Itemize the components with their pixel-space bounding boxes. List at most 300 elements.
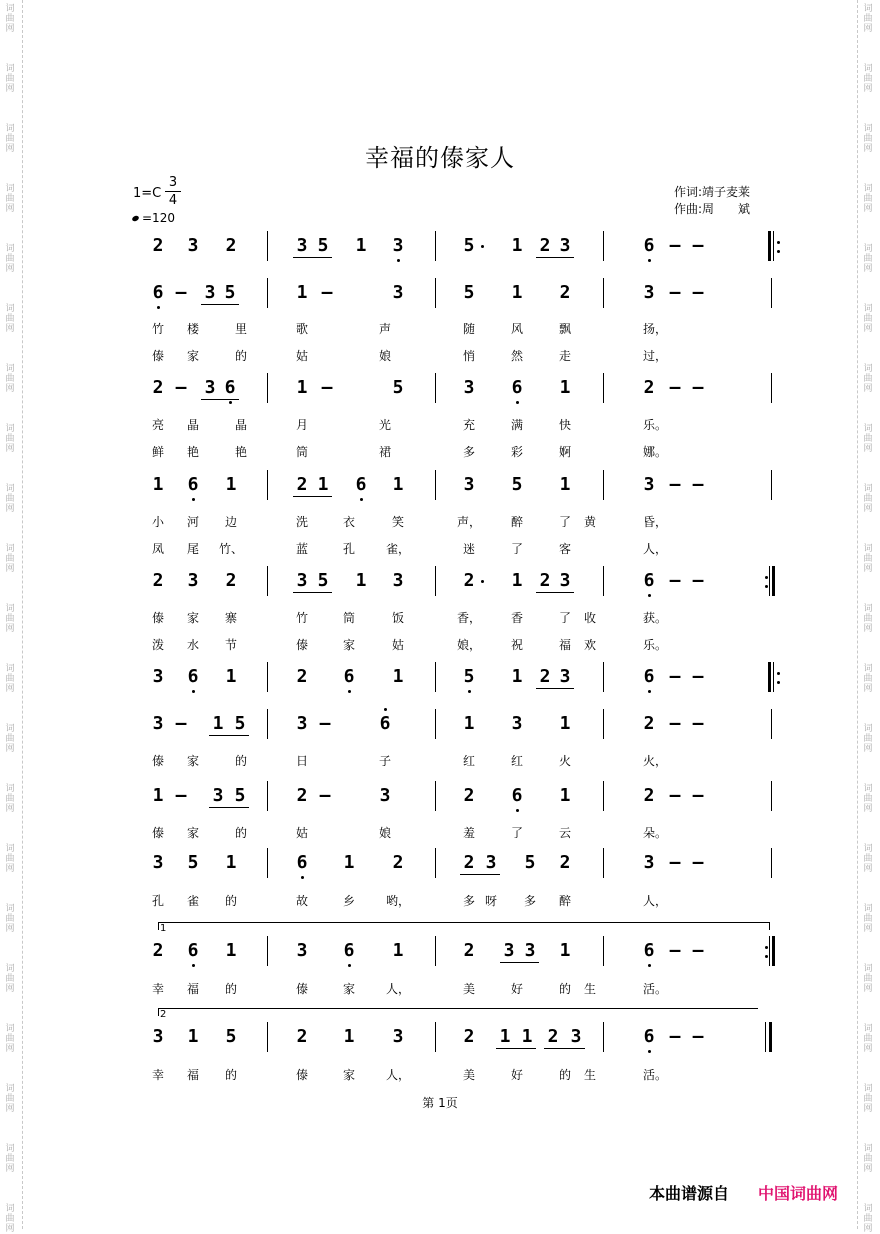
lyric-word: 里 [234, 322, 247, 336]
lyric-word: 家 [186, 349, 199, 363]
lyric-word: 傣 [151, 754, 164, 768]
repeat-barline [768, 231, 771, 261]
octave-low-dot [157, 306, 160, 309]
sustain-dash: – [321, 377, 333, 398]
note: 1 [559, 713, 571, 734]
beam-underline [496, 1048, 536, 1049]
final-barline [765, 1022, 766, 1052]
barline [771, 848, 772, 878]
note: 2 [296, 474, 308, 495]
lyric-word: 衣 [342, 515, 355, 529]
barline [603, 662, 604, 692]
watermark-text: 词 曲 网 [5, 964, 15, 994]
octave-low-dot [397, 259, 400, 262]
barline [267, 936, 268, 966]
final-barline [769, 1022, 772, 1052]
repeat-barline [773, 231, 774, 261]
lyric-word: 水 [186, 638, 199, 652]
lyric-word: 蓝 [295, 542, 308, 556]
lyric-word: 云 [558, 826, 571, 840]
sustain-dash: – [692, 852, 704, 873]
lyric-word: 红 [510, 754, 523, 768]
note: 1 [559, 940, 571, 961]
lyric-word: 娘 [378, 349, 391, 363]
watermark-text: 词 曲 网 [5, 304, 15, 334]
beam-underline [544, 1048, 585, 1049]
note: 2 [547, 1026, 559, 1047]
barline [267, 848, 268, 878]
note: 3 [559, 235, 571, 256]
note: 6 [643, 570, 655, 591]
watermark-text: 词 曲 网 [5, 904, 15, 934]
lyric-word: 火， [642, 754, 667, 768]
note: 1 [343, 1026, 355, 1047]
repeat-dot [765, 585, 768, 588]
lyric-word: 傣 [151, 349, 164, 363]
sustain-dash: – [692, 713, 704, 734]
note: 2 [225, 235, 237, 256]
barline [603, 1022, 604, 1052]
lyric-word: 家 [186, 826, 199, 840]
score-row [0, 470, 880, 500]
note: 1 [392, 666, 404, 687]
watermark-text: 词 曲 网 [863, 184, 873, 214]
watermark-text: 词 曲 网 [863, 4, 873, 34]
sustain-dash: – [692, 377, 704, 398]
lyric-word: 家 [186, 611, 199, 625]
octave-low-dot [192, 964, 195, 967]
watermark-text: 词 曲 网 [5, 844, 15, 874]
lyric-word: 笑 [391, 515, 404, 529]
note: 1 [152, 474, 164, 495]
sustain-dash: – [669, 474, 681, 495]
quarter-note-icon [131, 215, 139, 222]
note: 6 [379, 713, 391, 734]
lyric-word: 醉 [510, 515, 523, 529]
lyric-word: 孔 [151, 894, 164, 908]
octave-low-dot [648, 964, 651, 967]
sustain-dash: – [175, 713, 187, 734]
note: 3 [643, 852, 655, 873]
barline [603, 278, 604, 308]
lyric-word: 收 [583, 611, 596, 625]
note: 3 [559, 570, 571, 591]
lyric-word: 福 [186, 982, 199, 996]
note: 3 [392, 1026, 404, 1047]
score-row [0, 566, 880, 596]
repeat-barline [768, 662, 771, 692]
lyric-word: 的 [558, 1068, 571, 1082]
note: 2 [463, 852, 475, 873]
octave-low-dot [516, 401, 519, 404]
note: 3 [392, 282, 404, 303]
watermark-text: 词 曲 网 [863, 124, 873, 154]
lyric-word: 竹 [295, 611, 308, 625]
note: 3 [503, 940, 515, 961]
barline [267, 662, 268, 692]
lyric-word: 羞 [462, 826, 475, 840]
note: 3 [296, 570, 308, 591]
watermark-text: 词 曲 网 [5, 1084, 15, 1114]
note: 1 [225, 666, 237, 687]
watermark-text: 词 曲 网 [863, 364, 873, 394]
lyric-word: 晶 [186, 418, 199, 432]
barline [435, 1022, 436, 1052]
octave-low-dot [360, 498, 363, 501]
note: 1 [296, 282, 308, 303]
lyric-word: 好 [510, 982, 523, 996]
lyric-word: 傣 [295, 638, 308, 652]
lyric-word: 娘， [456, 638, 481, 652]
lyric-word: 人， [385, 982, 410, 996]
note: 2 [643, 785, 655, 806]
watermark-text: 词 曲 网 [5, 4, 15, 34]
sustain-dash: – [669, 1026, 681, 1047]
beam-underline [536, 257, 574, 258]
note: 1 [343, 852, 355, 873]
watermark-text: 词 曲 网 [5, 664, 15, 694]
lyric-word: 多 [462, 445, 475, 459]
note: 6 [343, 666, 355, 687]
lyric-word: 香， [456, 611, 481, 625]
note: 1 [187, 1026, 199, 1047]
beam-underline [201, 399, 239, 400]
lyric-word: 雀 [186, 894, 199, 908]
sustain-dash: – [175, 785, 187, 806]
sustain-dash: – [692, 570, 704, 591]
watermark-text: 词 曲 网 [863, 784, 873, 814]
lyric-word: 扬， [642, 322, 667, 336]
lyric-word: 美 [462, 1068, 475, 1082]
beam-underline [293, 496, 332, 497]
lyric-word: 家 [342, 982, 355, 996]
note: 5 [225, 1026, 237, 1047]
lyric-word: 福 [558, 638, 571, 652]
lyric-word: 傣 [295, 1068, 308, 1082]
lyric-word: 家 [342, 638, 355, 652]
lyric-word: 飘 [558, 322, 571, 336]
note: 5 [524, 852, 536, 873]
note: 2 [296, 1026, 308, 1047]
lyric-word: 家 [186, 754, 199, 768]
lyric-line [0, 609, 880, 639]
barline [771, 781, 772, 811]
score-row [0, 231, 880, 261]
note: 6 [187, 940, 199, 961]
lyric-word: 节 [224, 638, 237, 652]
note: 3 [296, 713, 308, 734]
lyric-word: 呀 [484, 894, 497, 908]
watermark-text: 词 曲 网 [5, 424, 15, 454]
lyric-word: 饭 [391, 611, 404, 625]
lyric-word: 生 [583, 1068, 596, 1082]
repeat-barline [769, 566, 770, 596]
note: 1 [559, 377, 571, 398]
lyric-word: 声， [456, 515, 481, 529]
note: 3 [485, 852, 497, 873]
note: 3 [559, 666, 571, 687]
lyric-word: 小 [151, 515, 164, 529]
note: 5 [463, 666, 475, 687]
barline [771, 709, 772, 739]
note: 3 [187, 235, 199, 256]
barline [603, 231, 604, 261]
lyric-line [0, 416, 880, 446]
sustain-dash: – [669, 235, 681, 256]
octave-low-dot [648, 690, 651, 693]
watermark-text: 词 曲 网 [863, 1084, 873, 1114]
repeat-dot [765, 576, 768, 579]
lyric-word: 声 [378, 322, 391, 336]
note: 2 [539, 666, 551, 687]
watermark-text: 词 曲 网 [863, 544, 873, 574]
lyric-word: 了 [558, 611, 571, 625]
lyric-word: 火 [558, 754, 571, 768]
lyric-word: 了 [558, 515, 571, 529]
score-row [0, 936, 880, 966]
score-row [0, 662, 880, 692]
barline [267, 781, 268, 811]
lyric-word: 过， [642, 349, 667, 363]
note: 6 [224, 377, 236, 398]
note: 3 [204, 282, 216, 303]
page-number: 第 1页 [422, 1096, 458, 1110]
octave-low-dot [648, 1050, 651, 1053]
note: 3 [152, 1026, 164, 1047]
repeat-barline [772, 566, 775, 596]
barline [435, 373, 436, 403]
watermark-text: 词 曲 网 [5, 124, 15, 154]
watermark-text: 词 曲 网 [863, 844, 873, 874]
note: 3 [212, 785, 224, 806]
note: 5 [392, 377, 404, 398]
note: 5 [463, 282, 475, 303]
note: 1 [392, 474, 404, 495]
note: 6 [643, 940, 655, 961]
barline [435, 848, 436, 878]
source-site-link[interactable]: 中国词曲网 [758, 1184, 839, 1203]
sustain-dash: – [175, 377, 187, 398]
lyric-word: 姑 [295, 349, 308, 363]
volta-tick [769, 922, 770, 930]
sustain-dash: – [669, 940, 681, 961]
barline [267, 278, 268, 308]
lyric-line [0, 752, 880, 782]
repeat-dot [777, 250, 780, 253]
watermark-text: 词 曲 网 [863, 244, 873, 274]
lyric-word: 走 [558, 349, 571, 363]
watermark-text: 词 曲 网 [863, 1144, 873, 1174]
lyric-line [0, 892, 880, 922]
score-row [0, 373, 880, 403]
note: 2 [152, 940, 164, 961]
note: 3 [392, 570, 404, 591]
lyric-word: 尾 [186, 542, 199, 556]
lyric-line [0, 443, 880, 473]
note: 3 [379, 785, 391, 806]
sustain-dash: – [692, 282, 704, 303]
barline [435, 278, 436, 308]
note: 1 [559, 474, 571, 495]
watermark-text: 词 曲 网 [5, 1024, 15, 1054]
lyric-word: 裙 [378, 445, 391, 459]
octave-low-dot [648, 259, 651, 262]
repeat-dot [765, 955, 768, 958]
lyric-word: 傣 [151, 611, 164, 625]
lyric-line [0, 320, 880, 350]
octave-high-dot [384, 708, 387, 711]
octave-low-dot [648, 594, 651, 597]
lyric-word: 了 [510, 826, 523, 840]
lyricist-credit: 作词:靖子麦莱 [674, 185, 751, 199]
lyric-word: 了 [510, 542, 523, 556]
watermark-text: 词 曲 网 [5, 64, 15, 94]
note: 2 [643, 713, 655, 734]
watermark-text: 词 曲 网 [863, 904, 873, 934]
note: 1 [296, 377, 308, 398]
lyric-word: 人， [642, 542, 667, 556]
note: 3 [524, 940, 536, 961]
tempo-value: =120 [142, 211, 175, 225]
lyric-line [0, 980, 880, 1010]
beam-underline [293, 257, 332, 258]
lyric-word: 日 [295, 754, 308, 768]
watermark-text: 词 曲 网 [5, 184, 15, 214]
score-row [0, 709, 880, 739]
note: 1 [511, 235, 523, 256]
watermark-text: 词 曲 网 [5, 544, 15, 574]
lyric-word: 洗 [295, 515, 308, 529]
barline [267, 1022, 268, 1052]
octave-low-dot [192, 690, 195, 693]
barline [603, 936, 604, 966]
lyric-word: 客 [558, 542, 571, 556]
lyric-word: 生 [583, 982, 596, 996]
note: 6 [296, 852, 308, 873]
note: 2 [643, 377, 655, 398]
barline [435, 936, 436, 966]
watermark-text: 词 曲 网 [5, 244, 15, 274]
volta-bracket [158, 922, 770, 923]
watermark-text: 词 曲 网 [863, 424, 873, 454]
watermark-text: 词 曲 网 [5, 484, 15, 514]
lyric-word: 幸 [151, 982, 164, 996]
lyric-word: 乡 [342, 894, 355, 908]
lyric-word: 人， [385, 1068, 410, 1082]
note: 2 [463, 570, 475, 591]
lyric-word: 活。 [642, 982, 667, 996]
beam-underline [536, 592, 574, 593]
lyric-word: 家 [342, 1068, 355, 1082]
time-signature-denominator: 4 [168, 193, 178, 208]
note: 2 [463, 1026, 475, 1047]
lyric-word: 迷 [462, 542, 475, 556]
barline [267, 470, 268, 500]
sustain-dash: – [319, 785, 331, 806]
note: 6 [643, 666, 655, 687]
repeat-barline [773, 662, 774, 692]
note: 1 [355, 570, 367, 591]
lyric-word: 河 [186, 515, 199, 529]
sustain-dash: – [692, 1026, 704, 1047]
note: 1 [511, 666, 523, 687]
sustain-dash: – [669, 785, 681, 806]
note: 5 [317, 235, 329, 256]
lyric-word: 充 [462, 418, 475, 432]
barline [603, 373, 604, 403]
watermark-text: 词 曲 网 [5, 364, 15, 394]
note: 6 [343, 940, 355, 961]
lyric-word: 美 [462, 982, 475, 996]
lyric-word: 姑 [391, 638, 404, 652]
octave-low-dot [468, 690, 471, 693]
beam-underline [201, 304, 239, 305]
lyric-word: 娜。 [642, 445, 667, 459]
lyric-word: 筒 [295, 445, 308, 459]
lyric-word: 活。 [642, 1068, 667, 1082]
watermark-text: 词 曲 网 [5, 724, 15, 754]
note: 1 [355, 235, 367, 256]
note: 1 [559, 785, 571, 806]
sustain-dash: – [692, 235, 704, 256]
note: 2 [152, 377, 164, 398]
note: 3 [296, 940, 308, 961]
lyric-word: 人， [642, 894, 667, 908]
lyric-word: 福 [186, 1068, 199, 1082]
lyric-word: 的 [234, 826, 247, 840]
barline [771, 470, 772, 500]
watermark-text: 词 曲 网 [863, 964, 873, 994]
sustain-dash: – [669, 282, 681, 303]
lyric-word: 傣 [295, 982, 308, 996]
sustain-dash: – [319, 713, 331, 734]
note: 1 [511, 570, 523, 591]
lyric-word: 竹 [151, 322, 164, 336]
lyric-word: 随 [462, 322, 475, 336]
note: 6 [643, 1026, 655, 1047]
lyric-word: 风 [510, 322, 523, 336]
augmentation-dot [481, 580, 484, 583]
note: 3 [152, 666, 164, 687]
note: 3 [152, 713, 164, 734]
note: 1 [463, 713, 475, 734]
note: 1 [212, 713, 224, 734]
lyric-word: 红 [462, 754, 475, 768]
repeat-barline [772, 936, 775, 966]
beam-underline [209, 807, 249, 808]
key-signature: 1=C [133, 186, 162, 201]
barline [603, 566, 604, 596]
barline [603, 781, 604, 811]
sustain-dash: – [692, 474, 704, 495]
note: 2 [559, 282, 571, 303]
barline [603, 709, 604, 739]
barline [267, 566, 268, 596]
note: 6 [643, 235, 655, 256]
note: 2 [392, 852, 404, 873]
watermark-text: 词 曲 网 [5, 1144, 15, 1174]
watermark-text: 词 曲 网 [863, 64, 873, 94]
barline [435, 566, 436, 596]
lyric-word: 子 [378, 754, 391, 768]
note: 6 [511, 785, 523, 806]
barline [267, 373, 268, 403]
lyric-word: 傣 [151, 826, 164, 840]
note: 2 [463, 940, 475, 961]
octave-low-dot [301, 876, 304, 879]
lyric-word: 黄 [583, 515, 596, 529]
watermark-text: 词 曲 网 [863, 484, 873, 514]
